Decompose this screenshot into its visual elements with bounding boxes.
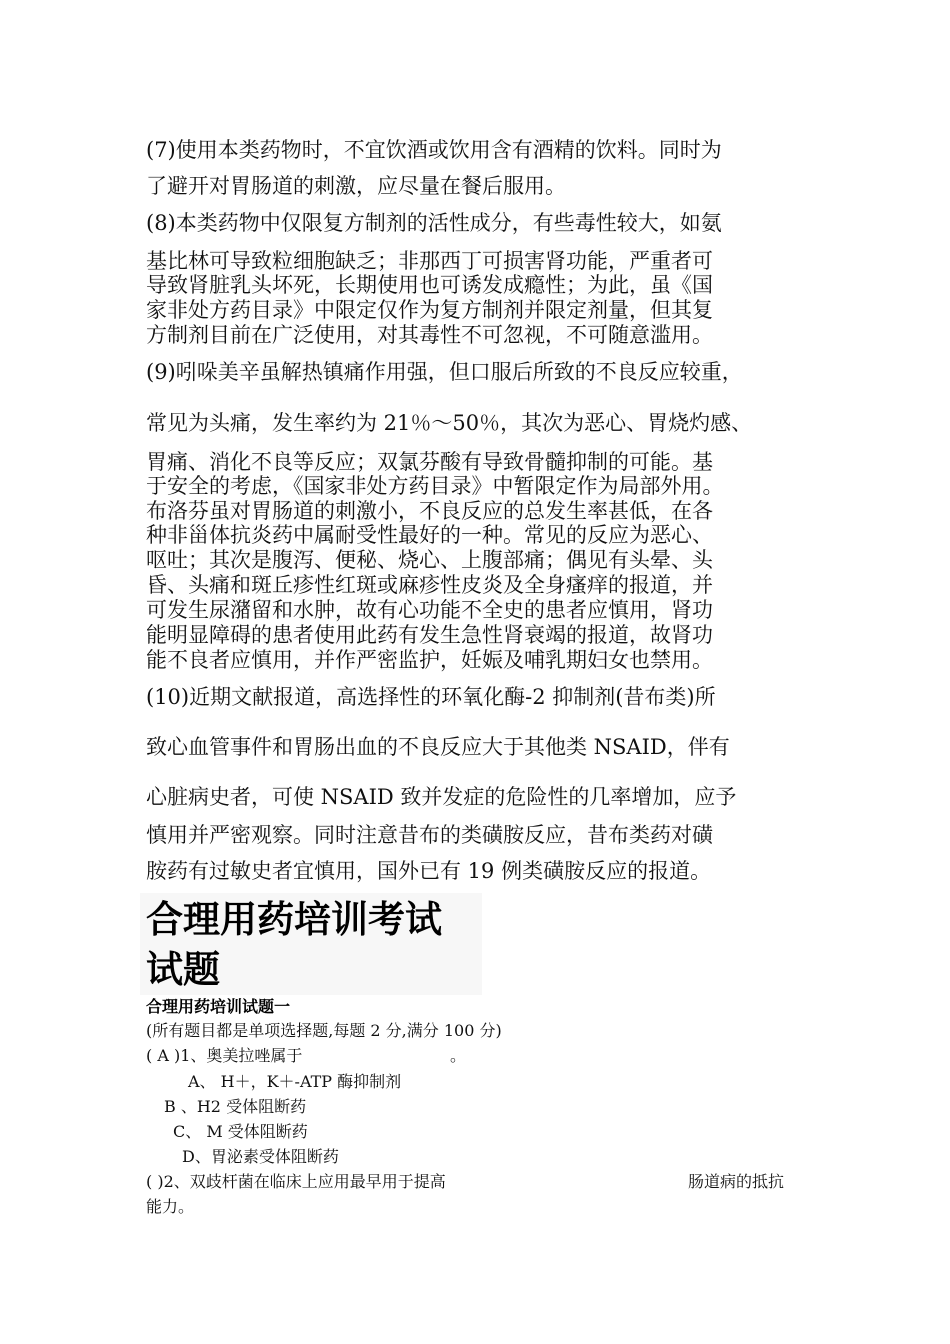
body-line: (8)本类药物中仅限复方制剂的活性成分，有些毒性较大，如氨 <box>146 211 722 235</box>
exam-subtitle: 合理用药培训试题一 <box>146 997 291 1016</box>
body-line: 导致肾脏乳头坏死，长期使用也可诱发成瘾性；为此，虽《国 <box>146 273 713 297</box>
body-line: 能不良者应慎用，并作严密监护，妊娠及哺乳期妇女也禁用。 <box>146 648 713 672</box>
body-line: 可发生尿潴留和水肿，故有心功能不全史的患者应慎用，肾功 <box>146 598 713 622</box>
body-line: 慎用并严密观察。同时注意昔布的类磺胺反应，昔布类药对磺 <box>146 823 713 847</box>
body-line: (7)使用本类药物时，不宜饮酒或饮用含有酒精的饮料。同时为 <box>146 138 722 162</box>
body-line: 能明显障碍的患者使用此药有发生急性肾衰竭的报道，故肾功 <box>146 623 713 647</box>
body-line: 胃痛、消化不良等反应；双氯芬酸有导致骨髓抑制的可能。基 <box>146 450 713 474</box>
question-1-stem: ( A )1、奥美拉唑属于 <box>146 1046 303 1065</box>
body-line: 呕吐；其次是腹泻、便秘、烧心、上腹部痛；偶见有头晕、头 <box>146 548 713 572</box>
body-line: 方制剂目前在广泛使用，对其毒性不可忽视，不可随意滥用。 <box>146 323 713 347</box>
question-1-option-c: C、 M 受体阻断药 <box>173 1122 308 1141</box>
body-line: 基比林可导致粒细胞缺乏；非那西丁可损害肾功能，严重者可 <box>146 249 713 273</box>
exam-instruction: (所有题目都是单项选择题,每题 2 分,满分 100 分) <box>146 1021 502 1040</box>
question-1-option-a: A、 H＋，K＋-ATP 酶抑制剂 <box>188 1072 402 1091</box>
body-line: 致心血管事件和胃肠出血的不良反应大于其他类 NSAID，伴有 <box>146 735 730 759</box>
body-line: (10)近期文献报道，高选择性的环氧化酶-2 抑制剂(昔布类)所 <box>146 685 716 709</box>
body-line: 于安全的考虑，《国家非处方药目录》中暂限定作为局部外用。 <box>146 474 724 498</box>
question-1-end: 。 <box>450 1046 467 1065</box>
body-line: 种非甾体抗炎药中属耐受性最好的一种。常见的反应为恶心、 <box>146 523 713 547</box>
exam-title-line2: 试题 <box>146 948 220 991</box>
body-line: 昏、头痛和斑丘疹性红斑或麻疹性皮炎及全身瘙痒的报道，并 <box>146 573 713 597</box>
question-1-option-b: B 、H2 受体阻断药 <box>164 1097 307 1116</box>
exam-title-line1: 合理用药培训考试 <box>146 898 442 941</box>
question-2-tail: 肠道病的抵抗 <box>688 1172 785 1191</box>
question-1-option-d: D、胃泌素受体阻断药 <box>182 1147 339 1166</box>
question-2-stem: ( )2、双歧杆菌在临床上应用最早用于提高 <box>146 1172 446 1191</box>
body-line: 胺药有过敏史者宜慎用，国外已有 19 例类磺胺反应的报道。 <box>146 859 712 883</box>
body-line: (9)吲哚美辛虽解热镇痛作用强，但口服后所致的不良反应较重， <box>146 360 743 384</box>
body-line: 家非处方药目录》中限定仅作为复方制剂并限定剂量，但其复 <box>146 298 713 322</box>
body-line: 常见为头痛，发生率约为 21％～50％，其次为恶心、胃烧灼感、 <box>146 411 753 435</box>
body-line: 心脏病史者，可使 NSAID 致并发症的危险性的几率增加，应予 <box>146 785 737 809</box>
body-line: 布洛芬虽对胃肠道的刺激小，不良反应的总发生率甚低，在各 <box>146 499 713 523</box>
question-2-line2: 能力。 <box>146 1197 195 1216</box>
body-line: 了避开对胃肠道的刺激，应尽量在餐后服用。 <box>146 174 566 198</box>
